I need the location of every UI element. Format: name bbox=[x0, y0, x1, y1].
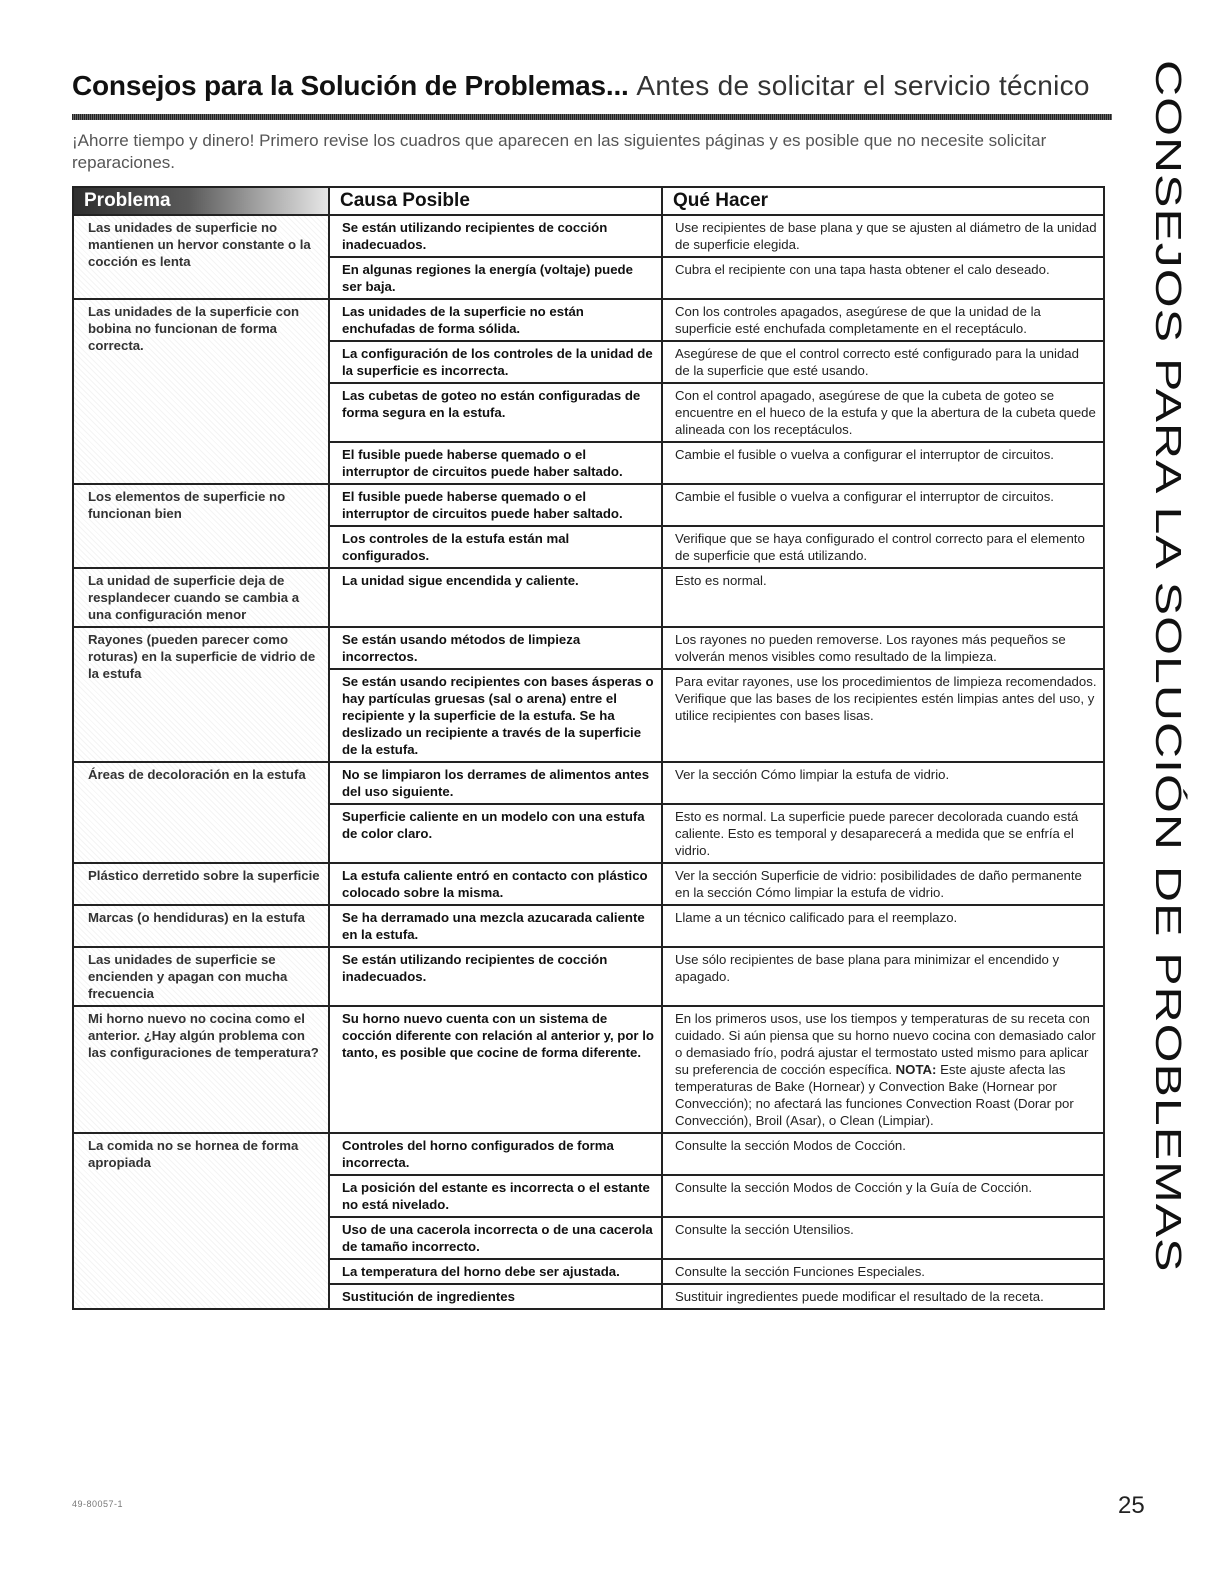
action-cell: Use sólo recipientes de base plana para minimizar el encendido y apagado. bbox=[662, 947, 1104, 1006]
cause-cell: Sustitución de ingredientes bbox=[329, 1284, 662, 1309]
table-row bbox=[73, 905, 1104, 947]
table-row bbox=[73, 627, 1104, 669]
cause-cell: Las unidades de la superficie no están enchufadas de forma sólida. bbox=[329, 299, 662, 341]
cause-cell: Uso de una cacerola incorrecta o de una cacerola de tamaño incorrecto. bbox=[329, 1217, 662, 1259]
header-problem: Problema bbox=[73, 187, 329, 215]
page-number: 25 bbox=[1118, 1492, 1145, 1519]
table-row bbox=[73, 215, 1104, 257]
action-cell: Consulte la sección Funciones Especiales. bbox=[662, 1259, 1104, 1284]
cause-cell: Controles del horno configurados de forma incorrecta. bbox=[329, 1133, 662, 1175]
cause-cell: La configuración de los controles de la unidad de la superficie es incorrecta. bbox=[329, 341, 662, 383]
action-cell: Esto es normal. bbox=[662, 568, 1104, 627]
table-row bbox=[73, 299, 1104, 341]
table-row bbox=[73, 484, 1104, 526]
cause-cell: Su horno nuevo cuenta con un sistema de cocción diferente con relación al anterior y, por lo tanto, es posible que cocine de forma diferente. bbox=[329, 1006, 662, 1133]
table-row bbox=[73, 1006, 1104, 1133]
problem-cell: La comida no se hornea de forma apropiada bbox=[73, 1133, 329, 1309]
note-label: NOTA: bbox=[895, 1062, 937, 1077]
intro-text: ¡Ahorre tiempo y dinero! Primero revise los cuadros que aparecen en las siguientes páginas y es posible que no necesite solicitar reparaciones. bbox=[72, 131, 1047, 172]
cause-cell: Se están usando recipientes con bases ásperas o hay partículas gruesas (sal o arena) entre el recipiente y la superficie de la estufa. Se ha deslizado un recipiente a través de la superficie de la estufa. bbox=[329, 669, 662, 762]
problem-cell: Áreas de decoloración en la estufa bbox=[73, 762, 329, 863]
troubleshooting-table bbox=[72, 186, 1105, 1310]
action-cell: Para evitar rayones, use los procedimientos de limpieza recomendados. Verifique que las bases de los recipientes estén limpias antes del uso, y utilice recipientes con bases lisas. bbox=[662, 669, 1104, 762]
cause-cell: La temperatura del horno debe ser ajustada. bbox=[329, 1259, 662, 1284]
action-cell: Cambie el fusible o vuelva a configurar el interruptor de circuitos. bbox=[662, 442, 1104, 484]
table-row bbox=[73, 947, 1104, 1006]
cause-cell: No se limpiaron los derrames de alimentos antes del uso siguiente. bbox=[329, 762, 662, 804]
action-cell bbox=[662, 1006, 1104, 1133]
cause-cell: Se están usando métodos de limpieza incorrectos. bbox=[329, 627, 662, 669]
action-cell: Llame a un técnico calificado para el reemplazo. bbox=[662, 905, 1104, 947]
action-cell: Los rayones no pueden removerse. Los rayones más pequeños se volverán menos visibles como resultado de la limpieza. bbox=[662, 627, 1104, 669]
cause-cell: Superficie caliente en un modelo con una estufa de color claro. bbox=[329, 804, 662, 863]
action-cell: Con el control apagado, asegúrese de que la cubeta de goteo se encuentre en el hueco de la estufa y que la abertura de la cubeta quede alineada con los receptáculos. bbox=[662, 383, 1104, 442]
page-title bbox=[72, 68, 1112, 104]
action-cell: Verifique que se haya configurado el control correcto para el elemento de superficie que está utilizando. bbox=[662, 526, 1104, 568]
action-cell: Con los controles apagados, asegúrese de que la unidad de la superficie esté enchufada completamente en el receptáculo. bbox=[662, 299, 1104, 341]
cause-cell: El fusible puede haberse quemado o el interruptor de circuitos puede haber saltado. bbox=[329, 484, 662, 526]
note-text: Este ajuste afecta las temperaturas de Bake (Hornear) y Convection Bake (Hornear por Convección); no afectará las funciones Convection Roast (Dorar por Convección), Broil (Asar), o Clean (Limpiar). bbox=[675, 1062, 1074, 1128]
cause-cell: Se están utilizando recipientes de cocción inadecuados. bbox=[329, 947, 662, 1006]
cause-cell: La unidad sigue encendida y caliente. bbox=[329, 568, 662, 627]
cause-cell: Los controles de la estufa están mal configurados. bbox=[329, 526, 662, 568]
action-cell: Consulte la sección Modos de Cocción. bbox=[662, 1133, 1104, 1175]
table-row bbox=[73, 762, 1104, 804]
problem-cell: Mi horno nuevo no cocina como el anterior. ¿Hay algún problema con las configuraciones de temperatura? bbox=[73, 1006, 329, 1133]
cause-cell: En algunas regiones la energía (voltaje) puede ser baja. bbox=[329, 257, 662, 299]
table-header-row bbox=[73, 187, 1104, 215]
action-cell: Cubra el recipiente con una tapa hasta obtener el calo deseado. bbox=[662, 257, 1104, 299]
page-title-main: Consejos para la Solución de Problemas... bbox=[72, 70, 629, 101]
cause-cell: Las cubetas de goteo no están configuradas de forma segura en la estufa. bbox=[329, 383, 662, 442]
header-action: Qué Hacer bbox=[662, 187, 1104, 215]
action-cell: Cambie el fusible o vuelva a configurar el interruptor de circuitos. bbox=[662, 484, 1104, 526]
problem-cell: Las unidades de superficie se encienden y apagan con mucha frecuencia bbox=[73, 947, 329, 1006]
action-cell: Consulte la sección Utensilios. bbox=[662, 1217, 1104, 1259]
side-title bbox=[1133, 60, 1203, 1273]
table-row bbox=[73, 863, 1104, 905]
problem-cell: Las unidades de superficie no mantienen un hervor constante o la cocción es lenta bbox=[73, 215, 329, 299]
action-cell: Ver la sección Cómo limpiar la estufa de vidrio. bbox=[662, 762, 1104, 804]
cause-cell: La posición del estante es incorrecta o el estante no está nivelado. bbox=[329, 1175, 662, 1217]
action-text: En los primeros usos, use los tiempos y temperaturas de su receta con cuidado. Si aún piensa que su horno nuevo cocina con demasiado calor o demasiado frío, podrá ajustar el termostato usted mismo para aplicar su preferencia de cocción específica. bbox=[675, 1011, 1096, 1077]
cause-cell: Se ha derramado una mezcla azucarada caliente en la estufa. bbox=[329, 905, 662, 947]
table-row bbox=[73, 568, 1104, 627]
problem-cell: Rayones (pueden parecer como roturas) en la superficie de vidrio de la estufa bbox=[73, 627, 329, 762]
problem-cell: Los elementos de superficie no funcionan bien bbox=[73, 484, 329, 568]
document-code: 49-80057-1 bbox=[72, 1499, 124, 1509]
problem-cell: Marcas (o hendiduras) en la estufa bbox=[73, 905, 329, 947]
cause-cell: La estufa caliente entró en contacto con plástico colocado sobre la misma. bbox=[329, 863, 662, 905]
problem-cell: La unidad de superficie deja de resplandecer cuando se cambia a una configuración menor bbox=[73, 568, 329, 627]
action-cell: Esto es normal. La superficie puede parecer decolorada cuando está caliente. Esto es temporal y desaparecerá a medida que se enfría el vidrio. bbox=[662, 804, 1104, 863]
action-cell: Sustituir ingredientes puede modificar el resultado de la receta. bbox=[662, 1284, 1104, 1309]
action-cell: Use recipientes de base plana y que se ajusten al diámetro de la unidad de superficie elegida. bbox=[662, 215, 1104, 257]
action-cell: Asegúrese de que el control correcto esté configurado para la unidad de la superficie que esté usando. bbox=[662, 341, 1104, 383]
header-cause: Causa Posible bbox=[329, 187, 662, 215]
table-row bbox=[73, 1133, 1104, 1175]
page-title-subtitle: Antes de solicitar el servicio técnico bbox=[636, 70, 1090, 101]
problem-cell: Las unidades de la superficie con bobina no funcionan de forma correcta. bbox=[73, 299, 329, 484]
action-cell: Consulte la sección Modos de Cocción y la Guía de Cocción. bbox=[662, 1175, 1104, 1217]
problem-cell: Plástico derretido sobre la superficie bbox=[73, 863, 329, 905]
cause-cell: El fusible puede haberse quemado o el interruptor de circuitos puede haber saltado. bbox=[329, 442, 662, 484]
side-title-text: CONSEJOS PARA LA SOLUCIÓN DE PROBLEMAS bbox=[1147, 60, 1189, 1273]
action-cell: Ver la sección Superficie de vidrio: posibilidades de daño permanente en la sección Cómo limpiar la estufa de vidrio. bbox=[662, 863, 1104, 905]
title-rule bbox=[72, 114, 1112, 120]
cause-cell: Se están utilizando recipientes de cocción inadecuados. bbox=[329, 215, 662, 257]
